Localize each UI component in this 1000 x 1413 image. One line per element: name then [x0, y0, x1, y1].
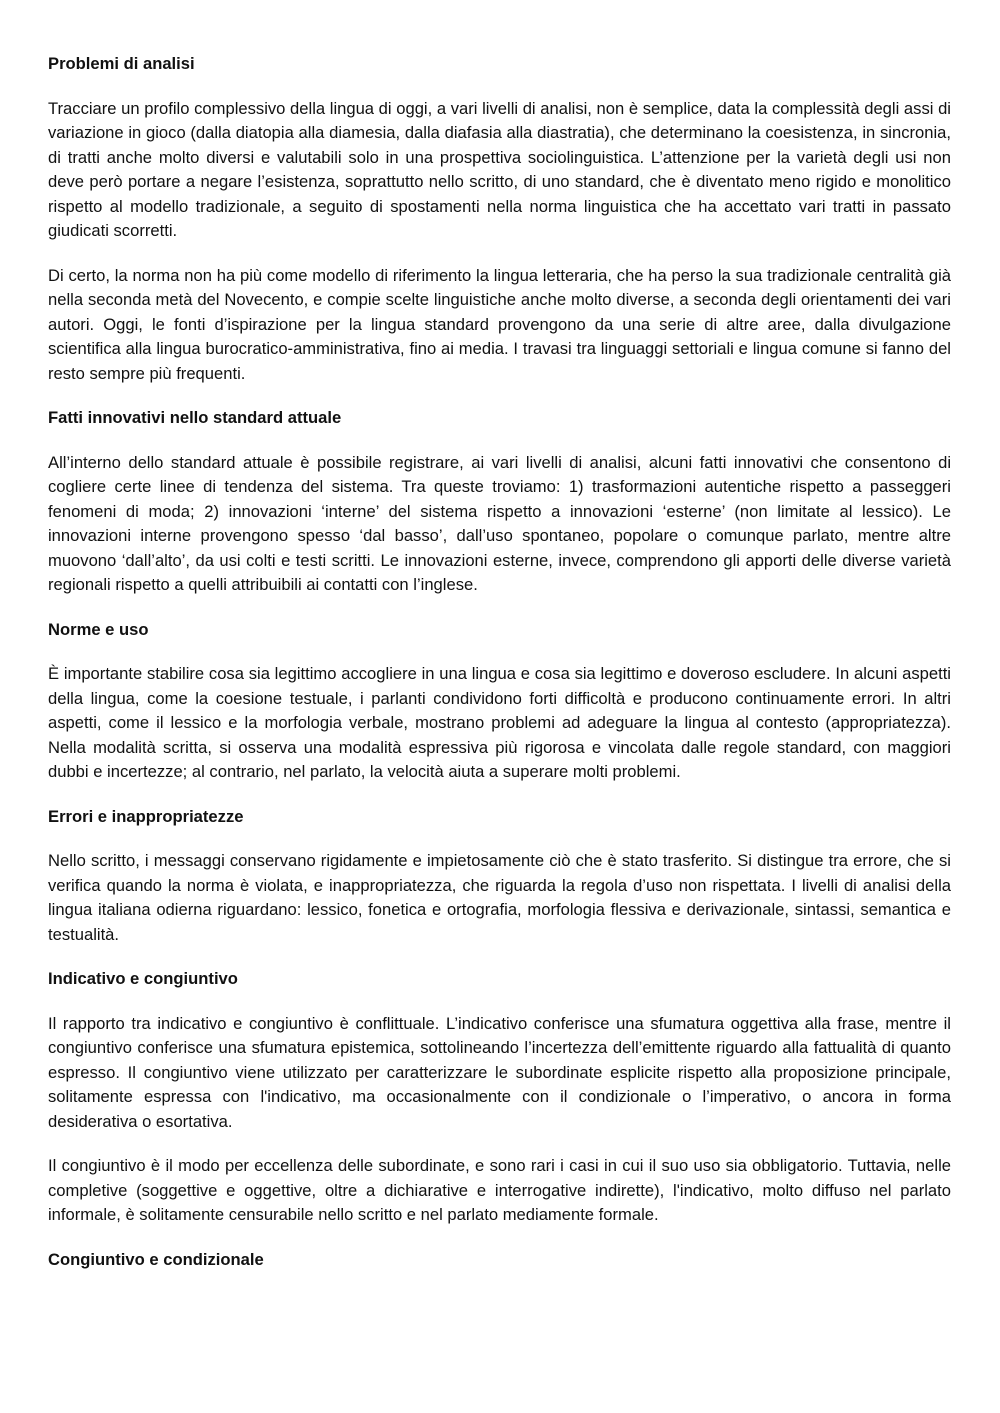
paragraph: Il congiuntivo è il modo per eccellenza delle subordinate, e sono rari i casi in cui il suo uso sia obbligatorio. Tuttavia, nelle completive (soggettive e oggettive, oltre a dichiarative e interrogative indirette), l'indicativo, molto diffuso nel parlato informale, è solitamente censurabile nello scritto e nel parlato mediamente formale. [48, 1156, 951, 1224]
paragraph: Il rapporto tra indicativo e congiuntivo è conflittuale. L’indicativo conferisce una sfumatura oggettiva alla frase, mentre il congiuntivo conferisce una sfumatura epistemica, sottolineando l’incertezza dell’emittente riguardo alla fattualità di quanto espresso. Il congiuntivo viene utilizzato per caratterizzare le subordinate esplicite rispetto alla proposizione principale, solitamente espressa con l'indicativo, ma occasionalmente con il condizionale o l’imperativo, o ancora in forma desiderativa o esortativa. [48, 1013, 951, 1131]
section-heading: Errori e inappropriatezze [48, 806, 244, 826]
section-heading: Problemi di analisi [48, 54, 195, 73]
paragraph: Di certo, la norma non ha più come modello di riferimento la lingua letteraria, che ha perso la sua tradizionale centralità già nella seconda metà del Novecento, e compie scelte linguistiche anche molto diverse, a seconda degli orientamenti dei vari autori. Oggi, le fonti d’ispirazione per la lingua standard provengono da una serie di altre aree, dalla divulgazione scientifica alla lingua burocratico-amministrativa, fino ai media. I travasi tra linguaggi settoriali e lingua comune si fanno del resto sempre più frequenti. [48, 265, 951, 383]
section-heading: Norme e uso [48, 619, 149, 639]
paragraph: Nello scritto, i messaggi conservano rigidamente e impietosamente ciò che è stato trasferito. Si distingue tra errore, che si verifica quando la norma è violata, e inappropriatezza, che riguarda la regola d’uso non rispettata. I livelli di analisi della lingua italiana odierna riguardano: lessico, fonetica e ortografia, morfologia flessiva e derivazionale, sintassi, semantica e testualità. [48, 851, 951, 944]
section-heading: Fatti innovativi nello standard attuale [48, 408, 342, 427]
section-heading: Indicativo e congiuntivo [48, 969, 238, 988]
section-heading: Congiuntivo e condizionale [48, 1249, 264, 1269]
paragraph: È importante stabilire cosa sia legittimo accogliere in una lingua e cosa sia legittimo e doveroso escludere. In alcuni aspetti della lingua, come la coesione testuale, i parlanti condividono forti difficoltà e producono continuamente errori. In altri aspetti, come il lessico e la morfologia verbale, mostrano problemi ad adeguare la lingua al contesto (appropriatezza). Nella modalità scritta, si osserva una modalità espressiva più rigorosa e vincolata dalle regole standard, con maggiori dubbi e incertezze; al contrario, nel parlato, la velocità aiuta a superare molti problemi. [48, 664, 951, 781]
document-page [48, 52, 951, 1292]
paragraph: Tracciare un profilo complessivo della lingua di oggi, a vari livelli di analisi, non è semplice, data la complessità degli assi di variazione in gioco (dalla diatopia alla diamesia, dalla diafasia alla diastratia), che determinano la coesistenza, in sincronia, di tratti anche molto diversi e valutabili solo in una prospettiva sociolinguistica. L’attenzione per la varietà degli usi non deve però portare a negare l’esistenza, soprattutto nello scritto, di uno standard, che è diventato meno rigido e monolitico rispetto al modello tradizionale, a seguito di spostamenti nella norma linguistica che ha accettato vari tratti in passato giudicati scorretti. [48, 98, 951, 240]
paragraph: All’interno dello standard attuale è possibile registrare, ai vari livelli di analisi, alcuni fatti innovativi che consentono di cogliere certe linee di tendenza del sistema. Tra queste troviamo: 1) trasformazioni autentiche rispetto a passeggeri fenomeni di moda; 2) innovazioni ‘interne’ del sistema rispetto a innovazioni ‘esterne’ (non limitate al lessico). Le innovazioni interne provengono spesso ‘dal basso’, dall’uso spontaneo, popolare o comunque parlato, mentre altre muovono ‘dall’alto’, da usi colti e testi scritti. Le innovazioni esterne, invece, comprendono gli apporti delle diverse varietà regionali rispetto a quelli attribuibili ai contatti con l’inglese. [48, 452, 951, 594]
